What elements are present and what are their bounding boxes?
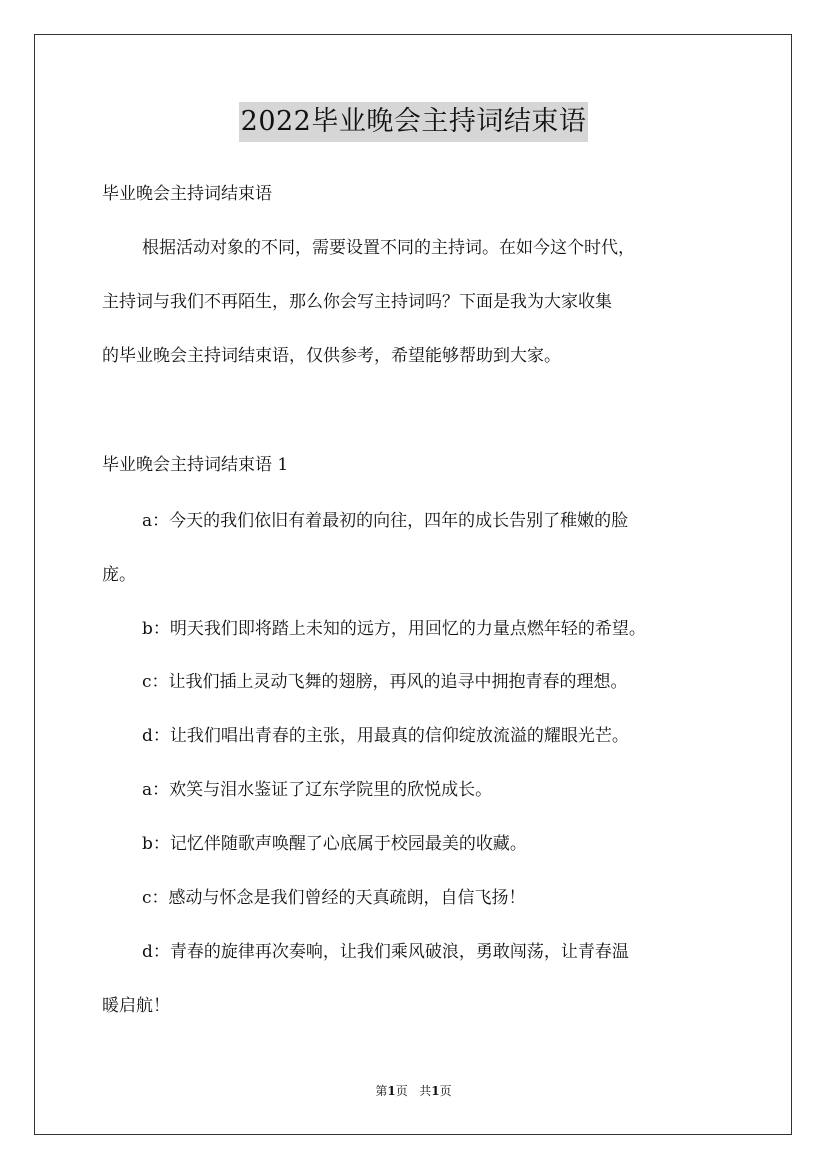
- script-line: c：让我们插上灵动飞舞的翅膀，再风的追寻中拥抱青春的理想。: [142, 672, 628, 692]
- footer-page-suffix: 页: [439, 1084, 452, 1098]
- subtitle: 毕业晚会主持词结束语: [102, 184, 272, 204]
- footer-page-number: 1: [387, 1084, 396, 1098]
- script-line: 庞。: [102, 565, 136, 585]
- script-line: d：让我们唱出青春的主张，用最真的信仰绽放流溢的耀眼光芒。: [142, 726, 629, 746]
- script-line: d：青春的旋律再次奏响，让我们乘风破浪，勇敢闯荡，让青春温: [142, 942, 629, 962]
- title-container: [0, 102, 827, 142]
- intro-line-3: 的毕业晚会主持词结束语，仅供参考，希望能够帮助到大家。: [102, 346, 561, 366]
- footer-page-prefix: 第: [375, 1084, 388, 1098]
- script-line: c：感动与怀念是我们曾经的天真疏朗，自信飞扬！: [142, 888, 526, 908]
- section-heading: 毕业晚会主持词结束语 1: [102, 455, 289, 475]
- script-line: 暖启航！: [102, 996, 170, 1016]
- script-line: b：记忆伴随歌声唤醒了心底属于校园最美的收藏。: [142, 834, 527, 854]
- footer-total-pages: 1: [431, 1084, 440, 1098]
- intro-line-2: 主持词与我们不再陌生，那么你会写主持词吗？下面是我为大家收集: [102, 292, 612, 312]
- page-footer: [0, 1083, 827, 1099]
- document-title: 2022毕业晚会主持词结束语: [239, 102, 589, 142]
- footer-page-mid: 页 共: [395, 1084, 432, 1098]
- script-line: a：今天的我们依旧有着最初的向往，四年的成长告别了稚嫩的脸: [142, 511, 629, 531]
- script-line: a：欢笑与泪水鉴证了辽东学院里的欣悦成长。: [142, 780, 493, 800]
- script-line: b：明天我们即将踏上未知的远方，用回忆的力量点燃年轻的希望。: [142, 619, 646, 639]
- intro-line-1: 根据活动对象的不同，需要设置不同的主持词。在如今这个时代，: [142, 238, 635, 258]
